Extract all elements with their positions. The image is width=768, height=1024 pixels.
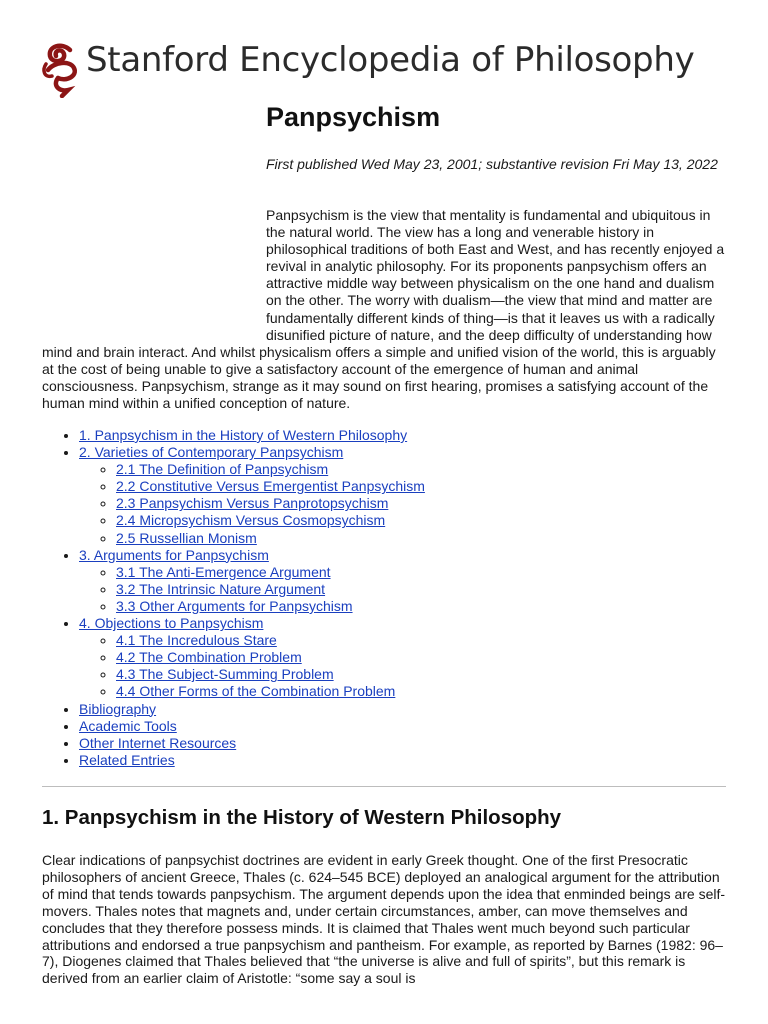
toc-subitem [116, 495, 759, 512]
toc-subitem [116, 564, 759, 581]
toc-link[interactable]: Academic Tools [79, 717, 177, 734]
toc-sublink[interactable]: 4.2 The Combination Problem [116, 649, 302, 666]
toc-sublink[interactable]: 2.4 Micropsychism Versus Cosmopsychism [116, 512, 386, 529]
toc-subitem [116, 683, 759, 700]
toc-sublink[interactable]: 3.2 The Intrinsic Nature Argument [116, 580, 326, 597]
site-header [40, 38, 740, 100]
toc-item [79, 547, 759, 615]
sep-logo-icon[interactable] [40, 40, 80, 98]
preamble [42, 207, 727, 412]
preamble-text: Panpsychism is the view that mentality is fundamental and ubiquitous in the natural world. The view has a long and venerable history in philosophical traditions of both East and West, and has recently enjoyed a revival in analytic philosophy. For its proponents panpsychism offers an attractive middle way between physicalism on the one hand and dualism on the other. The worry with dualism—the view that mind and matter are fundamentally different kinds of thing—is that it leaves us with a radically disunified picture of nature, and the deep difficulty of understanding how mind and brain interact. And whilst physicalism offers a simple and unified vision of the world, this is arguably at the cost of being unable to give a satisfactory account of the emergence of human and animal consciousness. Panpsychism, strange as it may sound on first hearing, promises a satisfying account of the human mind within a unified conception of nature. [42, 207, 725, 412]
toc-sublink[interactable]: 4.3 The Subject-Summing Problem [116, 666, 334, 683]
toc-link[interactable]: 3. Arguments for Panpsychism [79, 546, 269, 563]
toc-subitem [116, 649, 759, 666]
toc-sublink[interactable]: 2.2 Constitutive Versus Emergentist Panpsychism [116, 478, 425, 495]
toc-sublink[interactable]: 4.1 The Incredulous Stare [116, 632, 277, 649]
toc-sublist [79, 461, 759, 546]
preamble-indent [42, 207, 266, 342]
toc-subitem [116, 632, 759, 649]
site-title[interactable]: Stanford Encyclopedia of Philosophy [86, 40, 695, 80]
toc-sublink[interactable]: 3.1 The Anti-Emergence Argument [116, 563, 331, 580]
toc-item [79, 752, 759, 769]
toc-link[interactable]: 4. Objections to Panpsychism [79, 615, 264, 632]
toc-item [79, 718, 759, 735]
toc-item [79, 615, 759, 700]
table-of-contents [42, 427, 759, 769]
toc-sublink[interactable]: 2.3 Panpsychism Versus Panprotopsychism [116, 495, 389, 512]
toc-sublink[interactable]: 4.4 Other Forms of the Combination Problem [116, 683, 396, 700]
toc-link[interactable]: 2. Varieties of Contemporary Panpsychism [79, 444, 344, 461]
toc-subitem [116, 666, 759, 683]
toc-link[interactable]: 1. Panpsychism in the History of Western Philosophy [79, 427, 408, 443]
toc-link[interactable]: Bibliography [79, 700, 157, 717]
toc-sublist [79, 564, 759, 615]
toc-item [79, 735, 759, 752]
toc-sublist [79, 632, 759, 700]
toc-item [79, 444, 759, 547]
toc-link[interactable]: Other Internet Resources [79, 734, 237, 751]
toc-item [79, 427, 759, 444]
toc-subitem [116, 512, 759, 529]
toc-subitem [116, 461, 759, 478]
toc-sublink[interactable]: 2.5 Russellian Monism [116, 529, 257, 546]
publication-info: First published Wed May 23, 2001; substantive revision Fri May 13, 2022 [266, 156, 718, 172]
toc-sublink[interactable]: 2.1 The Definition of Panpsychism [116, 461, 329, 478]
section-1-text: Clear indications of panpsychist doctrines are evident in early Greek thought. One of the first Presocratic philosophers of ancient Greece, Thales (c. 624–545 BCE) deployed an analogical argument for the attribution of mind that tends towards panpsychism. The argument depends upon the idea that enminded beings are self-movers. Thales notes that magnets and, under certain circumstances, amber, can move themselves and concludes that they therefore possess minds. It is claimed that Thales went much beyond such particular attributions and endorsed a true panpsychism and pantheism. For example, as reported by Barnes (1982: 96–7), Diogenes claimed that Thales believed that “the universe is alive and full of spirits”, but this remark is derived from an earlier claim of Aristotle: “some say a soul is [42, 852, 726, 987]
toc-link[interactable]: Related Entries [79, 751, 175, 768]
article-title: Panpsychism [266, 102, 441, 132]
toc-subitem [116, 478, 759, 495]
toc-subitem [116, 530, 759, 547]
toc-item [79, 701, 759, 718]
toc-subitem [116, 581, 759, 598]
toc-sublink[interactable]: 3.3 Other Arguments for Panpsychism [116, 597, 353, 614]
section-divider [42, 786, 726, 787]
section-1-title: 1. Panpsychism in the History of Western Philosophy [42, 806, 562, 829]
toc-subitem [116, 598, 759, 615]
